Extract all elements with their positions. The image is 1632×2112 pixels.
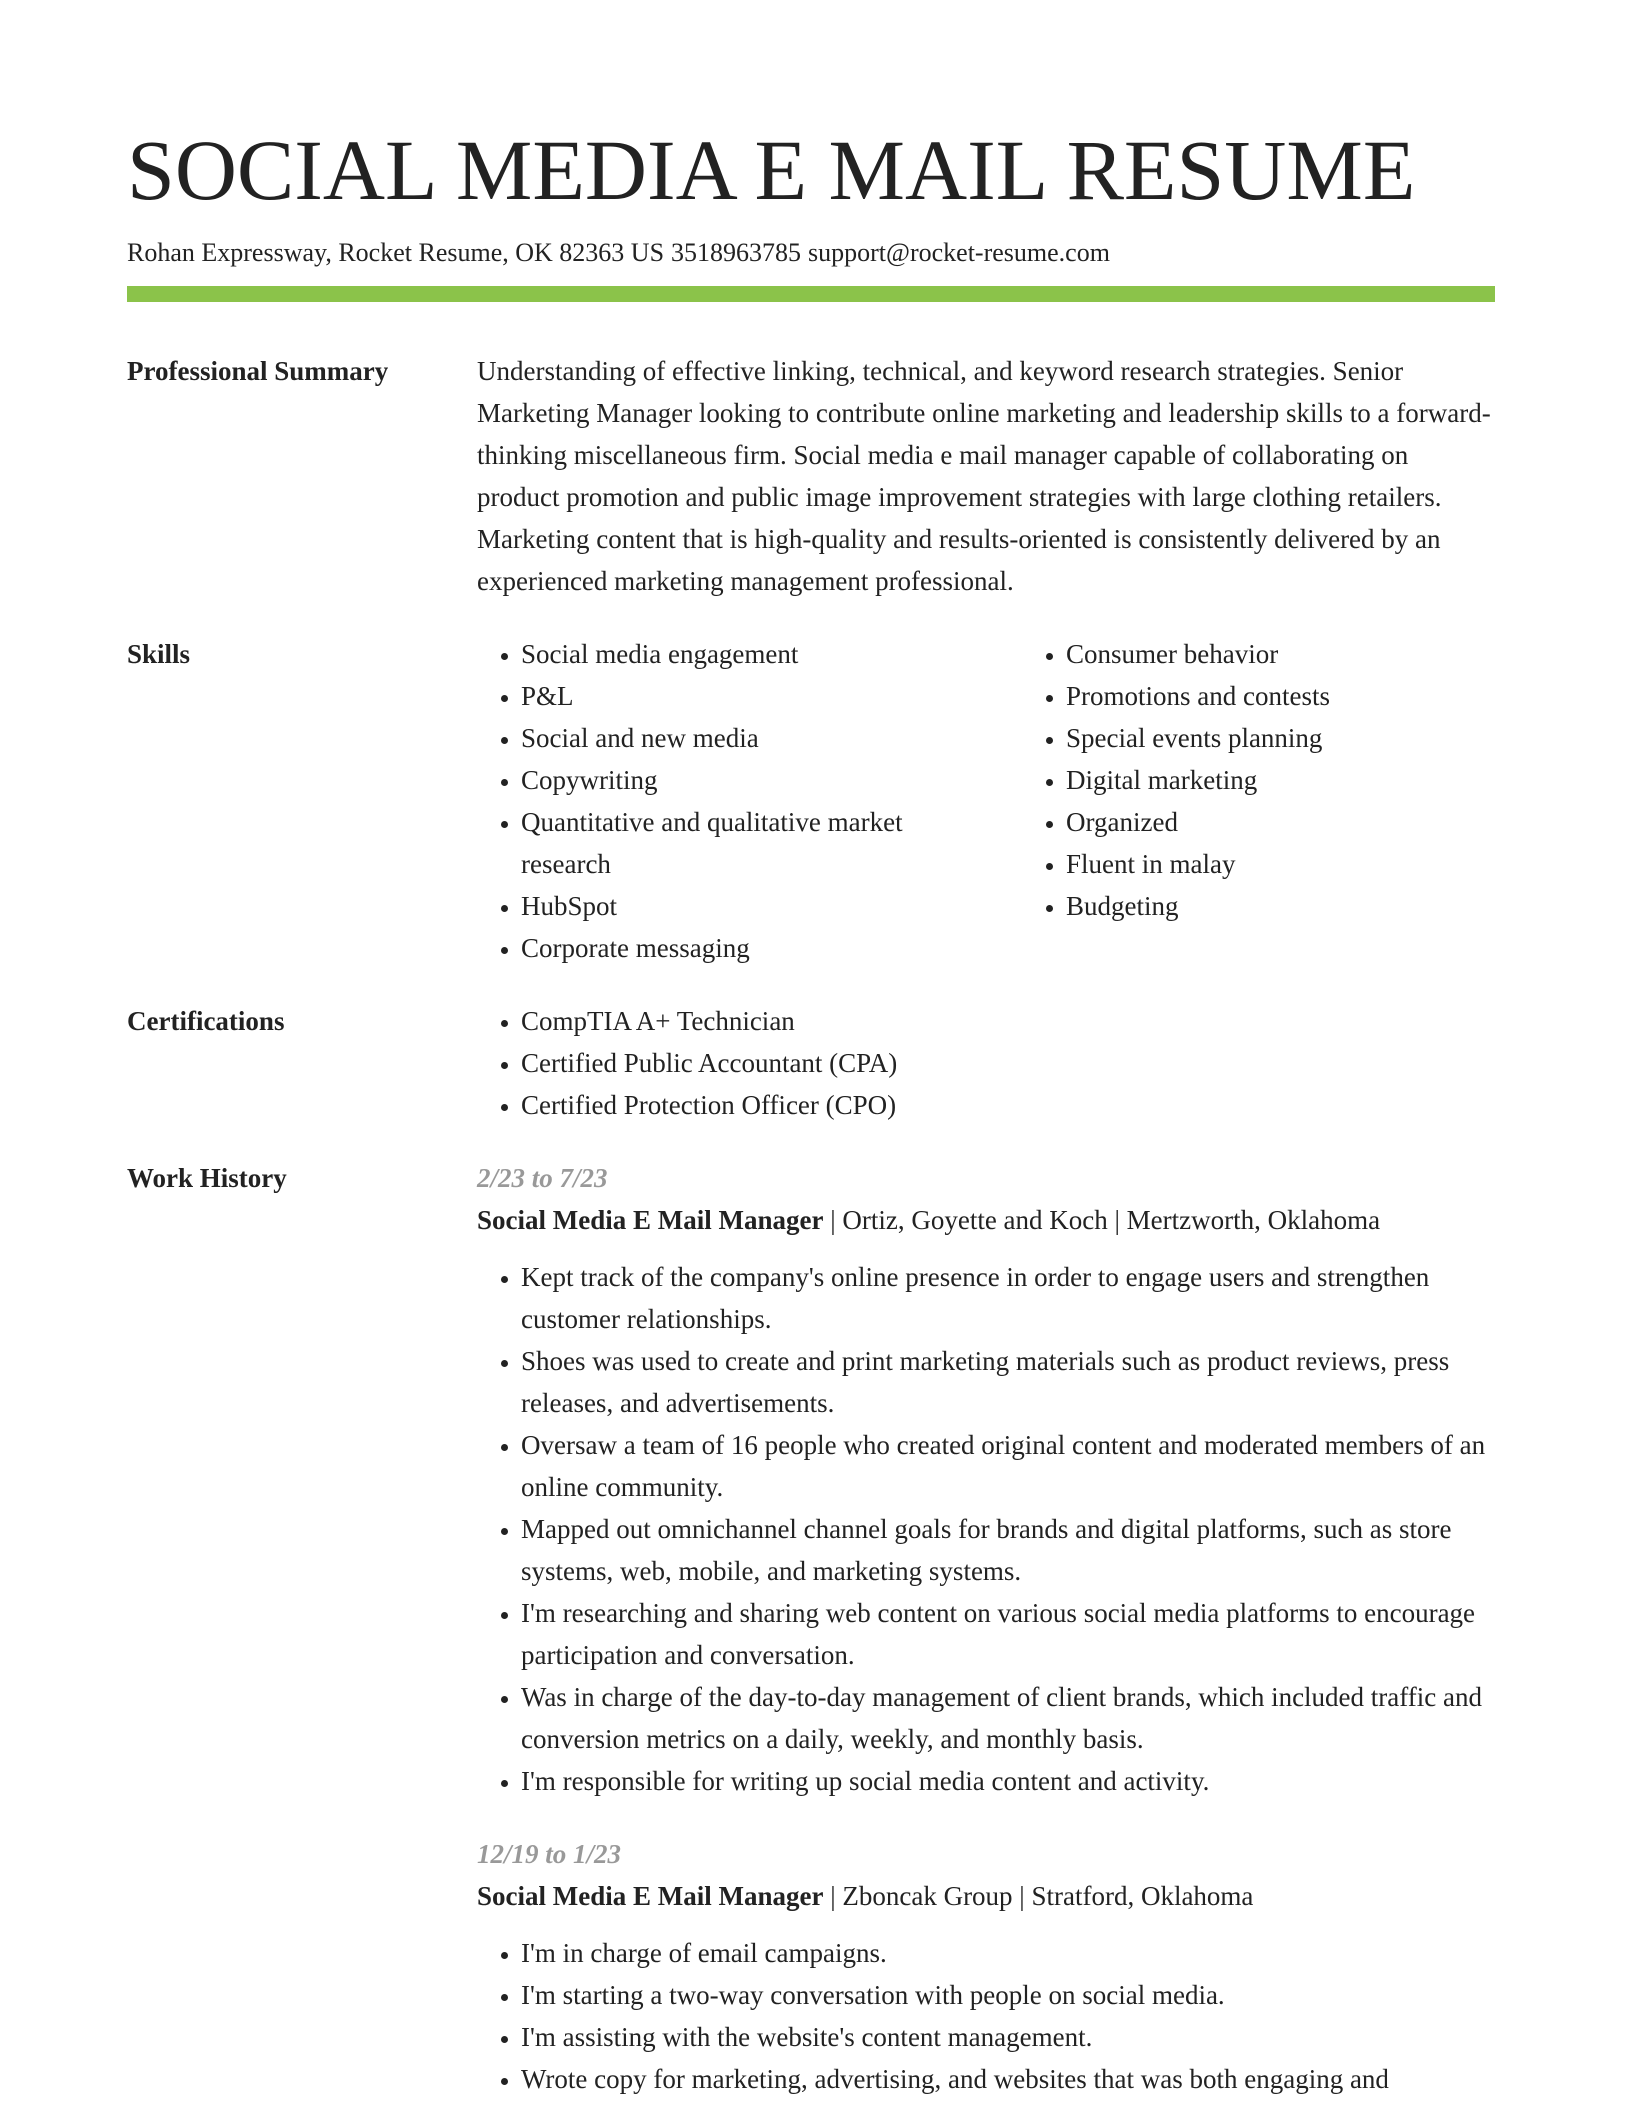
summary-section: [127, 350, 1495, 602]
resume-page: [127, 0, 1495, 2100]
job-bullet: • I'm researching and sharing web content on various social media platforms to encourage participation and conversation.: [521, 1592, 1495, 1676]
skill-item: • HubSpot: [521, 885, 977, 927]
work-history-body: [477, 1157, 1495, 2100]
resume-title: SOCIAL MEDIA E MAIL RESUME: [127, 122, 1416, 218]
job-role: Social Media E Mail Manager: [477, 1205, 824, 1235]
job-bullet: • I'm starting a two-way conversation with people on social media.: [521, 1974, 1495, 2016]
job-bullet: • Shoes was used to create and print marketing materials such as product reviews, press releases, and advertisements.: [521, 1340, 1495, 1424]
job-bullets: [477, 1932, 1495, 2100]
skill-item: • Corporate messaging: [521, 927, 977, 969]
contact-line: [127, 236, 1495, 270]
certifications-heading: Certifications: [127, 1006, 285, 1036]
skill-item: • Organized: [1066, 801, 1566, 843]
skills-section: [127, 633, 1495, 969]
job-bullet: • Wrote copy for marketing, advertising, and websites that was both engaging and: [521, 2058, 1495, 2100]
skill-item: • Consumer behavior: [1066, 633, 1566, 675]
certification-item: • CompTIA A+ Technician: [521, 1000, 1495, 1042]
certifications-list: [477, 1000, 1495, 1126]
job-role: Social Media E Mail Manager: [477, 1881, 824, 1911]
skills-list-right: [1022, 633, 1566, 969]
job-bullet: • Was in charge of the day-to-day management of client brands, which included traffic and conversion metrics on a daily, weekly, and monthly basis.: [521, 1676, 1495, 1760]
job-dates: 2/23 to 7/23: [477, 1163, 608, 1193]
certifications-section: [127, 1000, 1495, 1126]
job-entry: [477, 1157, 1495, 1802]
job-details: | Ortiz, Goyette and Koch | Mertzworth, Oklahoma: [823, 1205, 1381, 1235]
skills-heading: Skills: [127, 639, 191, 669]
work-history-heading: Work History: [127, 1163, 287, 1193]
accent-divider: [127, 286, 1495, 302]
skill-item: • Special events planning: [1066, 717, 1566, 759]
phone: 3518963785: [671, 238, 802, 267]
certification-item: • Certified Protection Officer (CPO): [521, 1084, 1495, 1126]
work-history-section: [127, 1157, 1495, 2100]
skills-list-left: [477, 633, 977, 969]
job-dates: 12/19 to 1/23: [477, 1839, 622, 1869]
job-bullet: • Mapped out omnichannel channel goals for brands and digital platforms, such as store systems, web, mobile, and marketing systems.: [521, 1508, 1495, 1592]
certification-item: • Certified Public Accountant (CPA): [521, 1042, 1495, 1084]
skill-item: • Social media engagement: [521, 633, 977, 675]
skill-item: • Quantitative and qualitative market research: [521, 801, 977, 885]
summary-heading: Professional Summary: [127, 356, 389, 386]
skill-item: • Social and new media: [521, 717, 977, 759]
job-heading: [477, 1875, 1495, 1917]
job-bullet: • I'm in charge of email campaigns.: [521, 1932, 1495, 1974]
skill-item: • Copywriting: [521, 759, 977, 801]
certifications-body: [477, 1000, 1495, 1126]
job-heading: [477, 1199, 1495, 1241]
skills-columns: [477, 633, 1566, 969]
skill-item: • Promotions and contests: [1066, 675, 1566, 717]
job-bullet: • Kept track of the company's online presence in order to engage users and strengthen customer relationships.: [521, 1256, 1495, 1340]
skill-item: • Budgeting: [1066, 885, 1566, 927]
job-bullet: • I'm assisting with the website's content management.: [521, 2016, 1495, 2058]
address: Rohan Expressway, Rocket Resume, OK 82363 US: [127, 238, 665, 267]
skill-item: • P&L: [521, 675, 977, 717]
email: support@rocket-resume.com: [808, 238, 1110, 267]
summary-text: Understanding of effective linking, technical, and keyword research strategies. Senior Marketing Manager looking to contribute online marketing and leadership skills to a forward-thinking miscellaneous firm. Social media e mail manager capable of collaborating on product promotion and public image improvement strategies with large clothing retailers. Marketing content that is high-quality and results-oriented is consistently delivered by an experienced marketing management professional.: [477, 356, 1491, 596]
skill-item: • Fluent in malay: [1066, 843, 1566, 885]
job-bullets: [477, 1256, 1495, 1802]
job-entry: [477, 1833, 1495, 2100]
skill-item: • Digital marketing: [1066, 759, 1566, 801]
job-details: | Zboncak Group | Stratford, Oklahoma: [823, 1881, 1254, 1911]
job-bullet: • Oversaw a team of 16 people who created original content and moderated members of an online community.: [521, 1424, 1495, 1508]
job-bullet: • I'm responsible for writing up social media content and activity.: [521, 1760, 1495, 1802]
